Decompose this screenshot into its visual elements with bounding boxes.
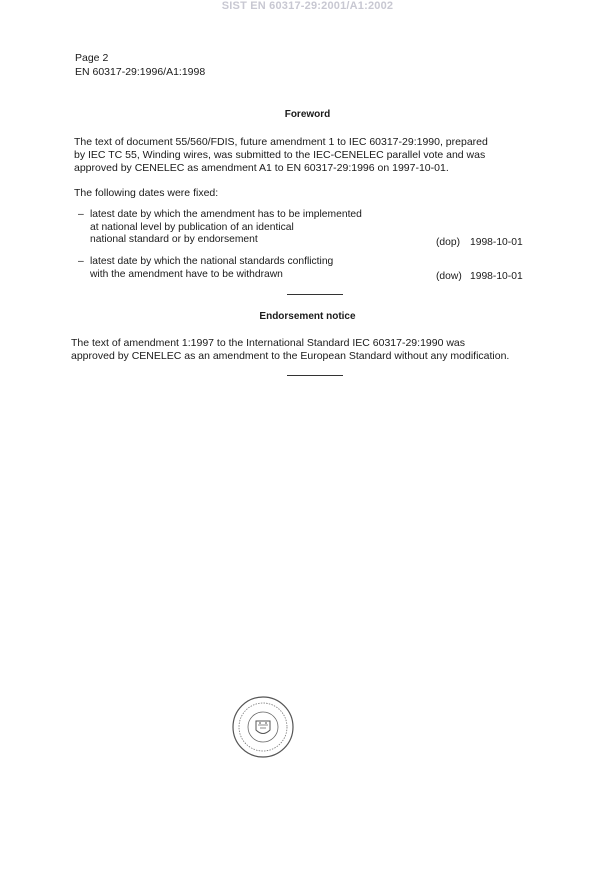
- watermark: SIST EN 60317-29:2001/A1:2002: [221, 0, 394, 12]
- dates-intro: The following dates were fixed:: [74, 187, 219, 199]
- foreword-line: The text of document 55/560/FDIS, future amendment 1 to IEC 60317-29:1990, prepared: [74, 136, 488, 148]
- end-divider: [287, 375, 343, 376]
- foreword-line: approved by CENELEC as amendment A1 to EN 60317-29:1996 on 1997-10-01.: [74, 162, 449, 174]
- dow-text-line: latest date by which the national standards conflicting: [90, 256, 334, 267]
- official-stamp: [231, 695, 295, 764]
- foreword-heading: Foreword: [284, 109, 331, 120]
- foreword-line: by IEC TC 55, Winding wires, was submitted to the IEC-CENELEC parallel vote and was: [74, 149, 486, 161]
- dop-code: (dop): [436, 237, 461, 248]
- foreword-paragraph: [74, 136, 560, 175]
- dop-text-line: at national level by publication of an identical: [90, 221, 294, 233]
- section-divider: [287, 294, 343, 295]
- list-dash: –: [78, 209, 84, 220]
- endorsement-line: approved by CENELEC as an amendment to the European Standard without any modification.: [71, 350, 510, 362]
- dow-code: (dow): [436, 271, 462, 282]
- page-number: Page 2: [75, 52, 109, 64]
- list-dash: –: [78, 256, 84, 267]
- endorsement-heading: Endorsement notice: [259, 311, 356, 322]
- dow-item: [78, 256, 333, 281]
- document-reference: EN 60317-29:1996/A1:1998: [75, 66, 206, 78]
- dop-date: 1998-10-01: [470, 237, 523, 248]
- dow-date: 1998-10-01: [470, 271, 523, 282]
- endorsement-line: The text of amendment 1:1997 to the International Standard IEC 60317-29:1990 was: [71, 337, 466, 349]
- dow-text-line: with the amendment have to be withdrawn: [90, 268, 283, 280]
- dop-item: [78, 209, 362, 247]
- endorsement-paragraph: [71, 337, 559, 363]
- dop-text-line: latest date by which the amendment has to be implemented: [90, 209, 362, 220]
- dop-text-line: national standard or by endorsement: [90, 234, 258, 245]
